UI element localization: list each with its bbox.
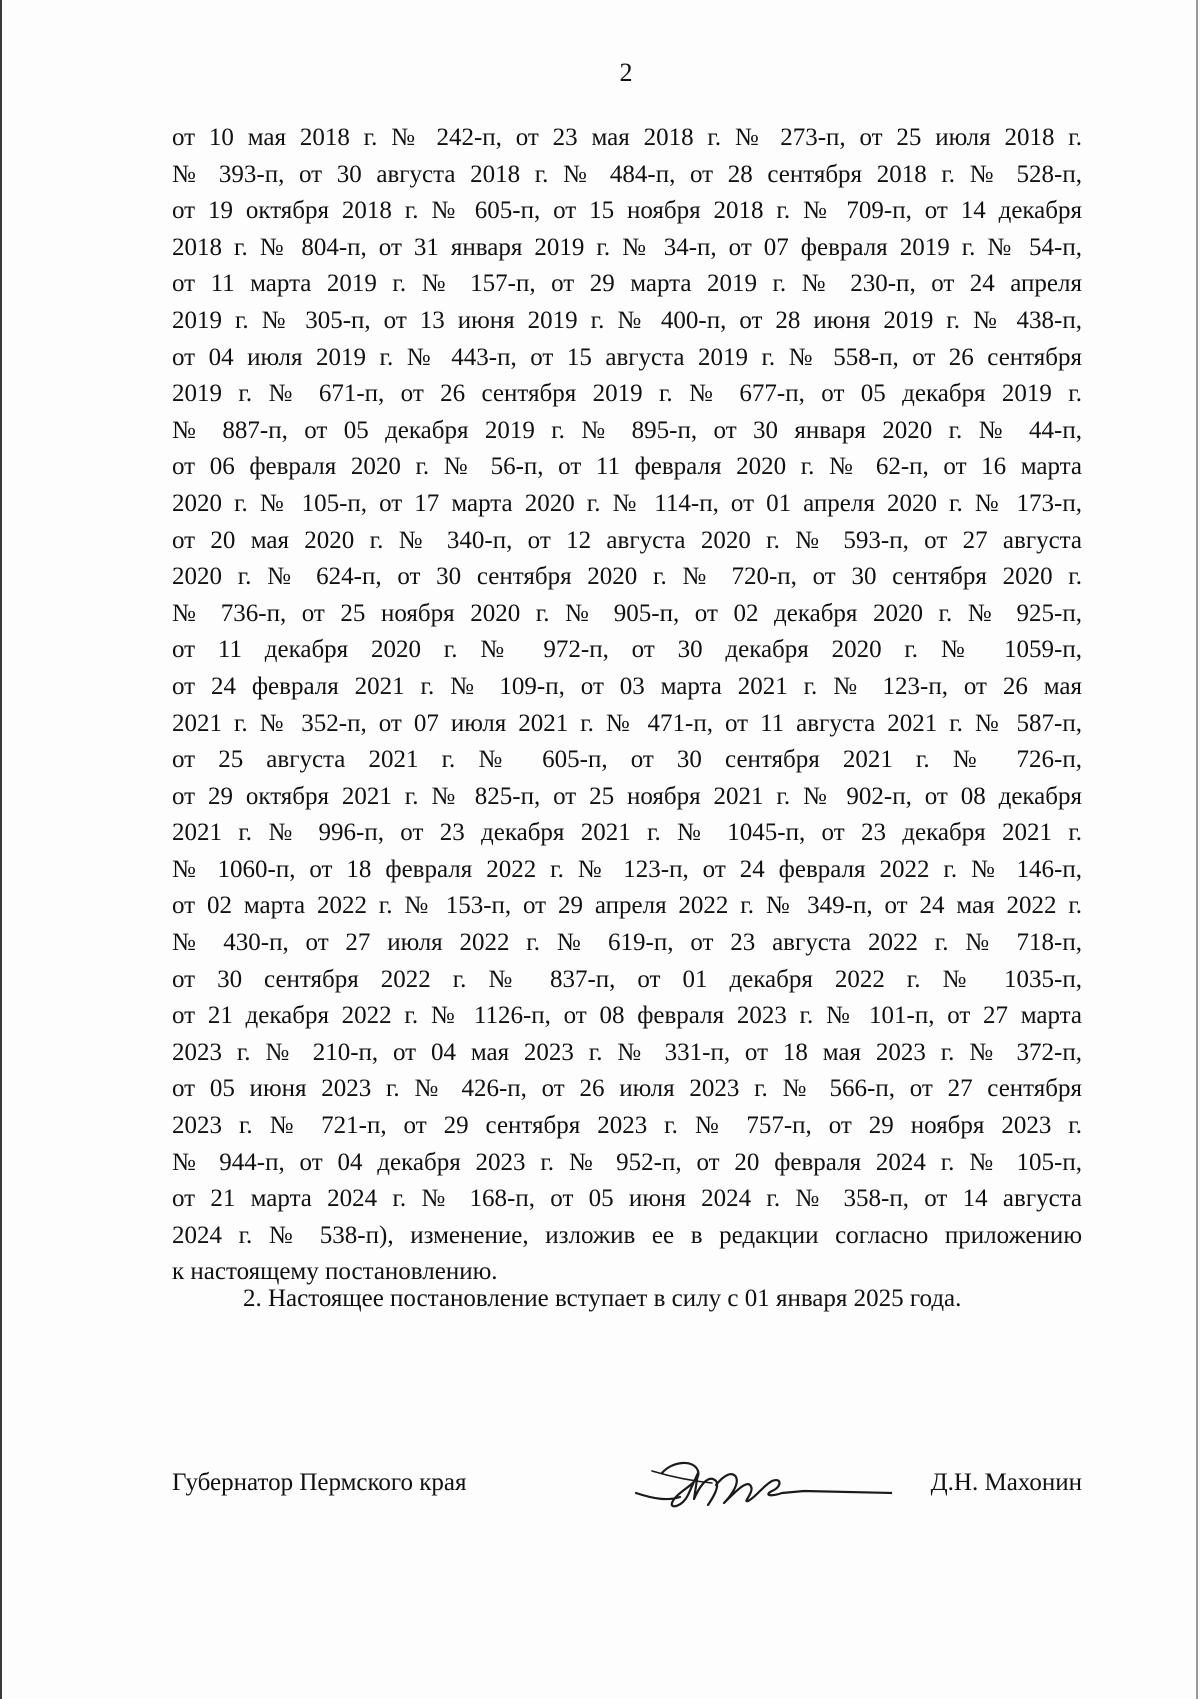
body-text-line: № 944-п, от 04 декабря 2023 г. № 952-п, от 20 февраля 2024 г. № 105-п,	[172, 1148, 1082, 1176]
body-text-line: от 05 июня 2023 г. № 426-п, от 26 июля 2023 г. № 566-п, от 27 сентября	[172, 1075, 1082, 1103]
page-number: 2	[619, 58, 633, 87]
document-body-text	[172, 120, 1082, 1291]
body-text-line: от 30 сентября 2022 г. № 837-п, от 01 декабря 2022 г. № 1035-п,	[172, 965, 1082, 993]
signatory-title: Губернатор Пермского края	[172, 1469, 467, 1496]
body-text-line: от 19 октября 2018 г. № 605-п, от 15 ноября 2018 г. № 709-п, от 14 декабря	[172, 197, 1082, 225]
body-text-line: от 21 декабря 2022 г. № 1126-п, от 08 февраля 2023 г. № 101-п, от 27 марта	[172, 1002, 1082, 1030]
body-text-line: 2019 г. № 671-п, от 26 сентября 2019 г. № 677-п, от 05 декабря 2019 г.	[172, 380, 1082, 408]
body-text-line: № 1060-п, от 18 февраля 2022 г. № 123-п, от 24 февраля 2022 г. № 146-п,	[172, 855, 1082, 883]
scan-edge-right	[1196, 0, 1198, 1699]
body-text-line: 2020 г. № 624-п, от 30 сентября 2020 г. № 720-п, от 30 сентября 2020 г.	[172, 563, 1082, 591]
effective-date-paragraph: 2. Настоящее постановление вступает в силу с 01 января 2025 года.	[243, 1285, 962, 1312]
signatory-name: Д.Н. Махонин	[930, 1469, 1082, 1496]
body-text-line: № 736-п, от 25 ноября 2020 г. № 905-п, от 02 декабря 2020 г. № 925-п,	[172, 599, 1082, 627]
body-text-line: 2021 г. № 352-п, от 07 июля 2021 г. № 471-п, от 11 августа 2021 г. № 587-п,	[172, 709, 1082, 737]
body-text-line: от 11 декабря 2020 г. № 972-п, от 30 декабря 2020 г. № 1059-п,	[172, 636, 1082, 664]
handwritten-signature	[632, 1451, 892, 1515]
body-text-line: от 10 мая 2018 г. № 242-п, от 23 мая 2018 г. № 273-п, от 25 июля 2018 г.	[172, 124, 1082, 151]
body-text-line: от 06 февраля 2020 г. № 56-п, от 11 февраля 2020 г. № 62-п, от 16 марта	[172, 453, 1082, 481]
body-text-line: 2018 г. № 804-п, от 31 января 2019 г. № 34-п, от 07 февраля 2019 г. № 54-п,	[172, 233, 1082, 261]
scan-edge-left	[0, 0, 2, 1699]
body-text-line: 2020 г. № 105-п, от 17 марта 2020 г. № 114-п, от 01 апреля 2020 г. № 173-п,	[172, 489, 1082, 517]
body-text-line: от 02 марта 2022 г. № 153-п, от 29 апреля 2022 г. № 349-п, от 24 мая 2022 г.	[172, 892, 1082, 920]
body-text-line: от 25 августа 2021 г. № 605-п, от 30 сентября 2021 г. № 726-п,	[172, 746, 1082, 774]
body-text-line: от 21 марта 2024 г. № 168-п, от 05 июня 2024 г. № 358-п, от 14 августа	[172, 1185, 1082, 1213]
body-text-line: от 04 июля 2019 г. № 443-п, от 15 августа 2019 г. № 558-п, от 26 сентября	[172, 343, 1082, 371]
body-text-line: от 29 октября 2021 г. № 825-п, от 25 ноября 2021 г. № 902-п, от 08 декабря	[172, 782, 1082, 810]
body-text-line: № 430-п, от 27 июля 2022 г. № 619-п, от 23 августа 2022 г. № 718-п,	[172, 929, 1082, 957]
body-text-line: от 24 февраля 2021 г. № 109-п, от 03 марта 2021 г. № 123-п, от 26 мая	[172, 672, 1082, 700]
body-text-line: № 393-п, от 30 августа 2018 г. № 484-п, от 28 сентября 2018 г. № 528-п,	[172, 160, 1082, 188]
signature-block	[172, 1465, 1082, 1525]
body-text-line: 2021 г. № 996-п, от 23 декабря 2021 г. № 1045-п, от 23 декабря 2021 г.	[172, 819, 1082, 847]
body-text-line: к настоящему постановлению.	[172, 1258, 498, 1286]
body-text-line: от 20 мая 2020 г. № 340-п, от 12 августа 2020 г. № 593-п, от 27 августа	[172, 526, 1082, 554]
body-text-line: от 11 марта 2019 г. № 157-п, от 29 марта 2019 г. № 230-п, от 24 апреля	[172, 270, 1082, 298]
body-text-line: 2023 г. № 721-п, от 29 сентября 2023 г. № 757-п, от 29 ноября 2023 г.	[172, 1112, 1082, 1140]
body-text-line: 2023 г. № 210-п, от 04 мая 2023 г. № 331-п, от 18 мая 2023 г. № 372-п,	[172, 1038, 1082, 1066]
body-text-line: № 887-п, от 05 декабря 2019 г. № 895-п, от 30 января 2020 г. № 44-п,	[172, 416, 1082, 444]
body-text-line: 2024 г. № 538-п), изменение, изложив ее в редакции согласно приложению	[172, 1221, 1082, 1249]
body-text-line: 2019 г. № 305-п, от 13 июня 2019 г. № 400-п, от 28 июня 2019 г. № 438-п,	[172, 306, 1082, 334]
